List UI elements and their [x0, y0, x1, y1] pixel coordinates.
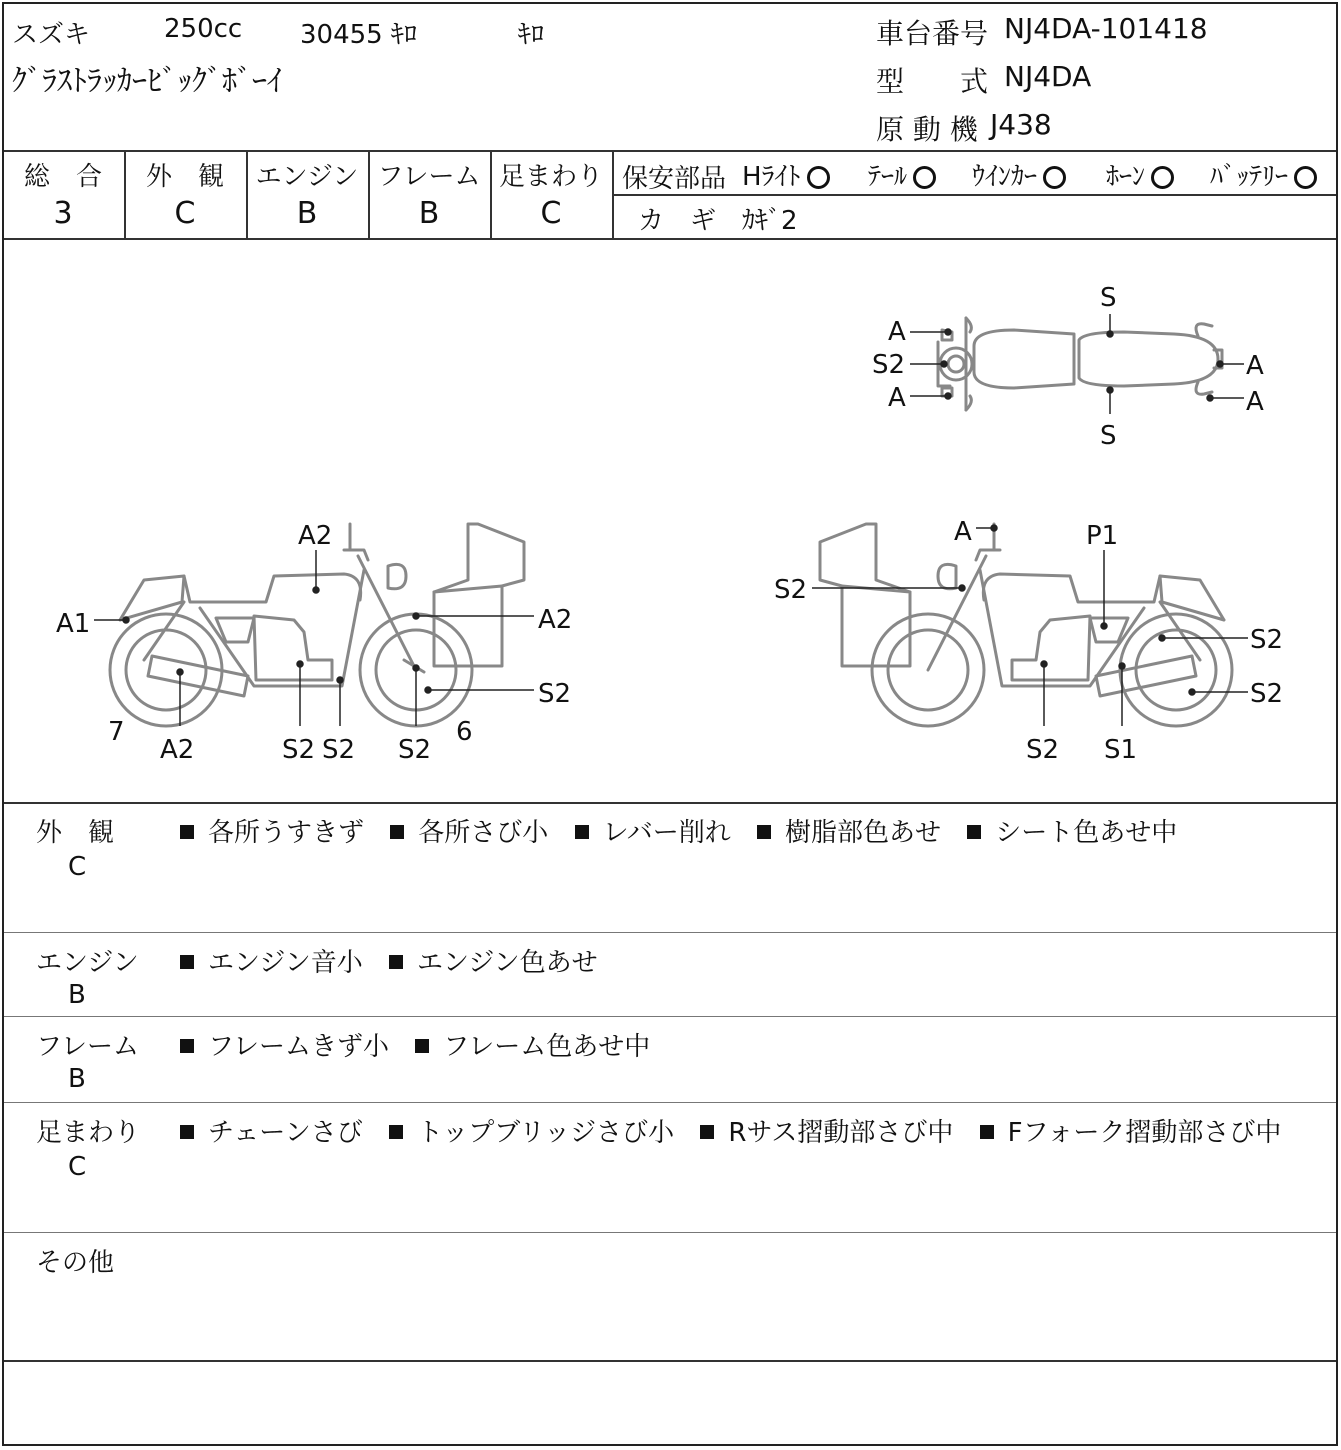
ok-circle-icon [913, 166, 936, 189]
mark-top-a2: A [888, 383, 906, 413]
mark-right-frame: S2 [774, 575, 808, 605]
engine-label: 原 動 機 [876, 113, 978, 146]
mark-right-cover: P1 [1086, 521, 1119, 551]
note-other-category: その他 [36, 1248, 115, 1278]
mark-top-a1: A [888, 317, 906, 347]
frame-no-label: 車台番号 [876, 17, 989, 50]
safety-horn: ﾎｰﾝ [1106, 156, 1174, 193]
grade-exterior-value: C [174, 196, 196, 231]
grade-overall-label: 総 合 [23, 162, 102, 192]
mark-left-muffler: A2 [160, 735, 195, 765]
note-frame-grade: B [68, 1064, 86, 1094]
bullet-icon [389, 1125, 403, 1139]
right-view-bike [820, 524, 1232, 726]
safety-winker: ｳｲﾝｶｰ [972, 156, 1066, 193]
mark-top-s3: S [1100, 421, 1117, 451]
note-engine-category: エンジン [36, 948, 139, 978]
note-frame-category: フレーム [36, 1032, 139, 1062]
mark-top-a3: A [1246, 351, 1264, 381]
ok-circle-icon [1294, 166, 1317, 189]
ok-circle-icon [1151, 166, 1174, 189]
mark-right-engine: S2 [1026, 735, 1060, 765]
grade-engine-value: B [296, 196, 318, 231]
safety-tail: ﾃｰﾙ [868, 156, 936, 193]
bullet-icon [180, 955, 194, 969]
bullet-icon [390, 825, 404, 839]
bullet-icon [415, 1039, 429, 1053]
mark-top-a4: A [1246, 387, 1264, 417]
mark-left-fork: S2 [398, 735, 432, 765]
grade-overall-value: 3 [53, 196, 73, 231]
type-label: 型 式 [876, 65, 989, 98]
safety-headlight: Hﾗｲﾄ [742, 156, 830, 193]
safety-label: 保安部品 [622, 164, 727, 194]
note-engine-grade: B [68, 980, 86, 1010]
ok-circle-icon [807, 166, 830, 189]
note-frame-items: フレームきず小 フレーム色あせ中 [162, 1026, 650, 1063]
divider [4, 150, 1336, 152]
divider [612, 194, 1336, 196]
note-engine-items: エンジン音小 エンジン色あせ [162, 942, 598, 979]
mark-left-tank: A2 [298, 521, 333, 551]
maker: スズキ [12, 20, 91, 50]
mileage: 30455 ｷﾛ [300, 20, 417, 50]
grade-frame-value: B [418, 196, 440, 231]
model-name: ｸﾞﾗｽﾄﾗｯｶｰﾋﾞｯｸﾞﾎﾞｰｲ [12, 64, 282, 99]
displacement: 250cc [164, 14, 243, 44]
bullet-icon [757, 825, 771, 839]
inspection-sheet [2, 2, 1338, 1446]
bullet-icon [180, 825, 194, 839]
divider [4, 802, 1336, 804]
grade-exterior-label: 外 観 [145, 162, 224, 192]
bullet-icon [967, 825, 981, 839]
grade-suspension-value: C [540, 196, 562, 231]
mark-top-s1: S [1100, 283, 1117, 313]
mark-left-front-tire: 6 [456, 717, 473, 747]
bullet-icon [180, 1039, 194, 1053]
top-view-bike [938, 318, 1222, 410]
bullet-icon [180, 1125, 194, 1139]
ok-circle-icon [1043, 166, 1066, 189]
note-exterior-items: 各所うすきず 各所さび小 レバー削れ 樹脂部色あせ シート色あせ中 [162, 812, 1177, 849]
mark-left-bag: A2 [538, 605, 573, 635]
note-exterior-category: 外 観 [36, 818, 115, 848]
mark-right-swingarm: S1 [1104, 735, 1138, 765]
divider [4, 932, 1336, 933]
divider [4, 1016, 1336, 1017]
mark-left-exhaust: S2 [322, 735, 356, 765]
mark-top-s2: S2 [872, 350, 906, 380]
key-value: ｶｷﾞ2 [742, 206, 798, 236]
mark-right-shock: S2 [1250, 625, 1284, 655]
mark-left-wheel: S2 [538, 679, 572, 709]
bullet-icon [575, 825, 589, 839]
bullet-icon [389, 955, 403, 969]
mark-left-fender: A1 [56, 609, 91, 639]
grade-frame-label: フレーム [377, 162, 481, 192]
left-view-bike [110, 524, 524, 726]
mark-left-rear-tire: 7 [108, 717, 125, 747]
bullet-icon [980, 1125, 994, 1139]
frame-no: NJ4DA-101418 [1004, 12, 1208, 45]
safety-battery: ﾊﾞｯﾃﾘｰ [1210, 156, 1317, 193]
note-exterior-grade: C [68, 852, 87, 882]
divider [4, 1102, 1336, 1103]
note-suspension-items: チェーンさび トップブリッジさび小 Rサス摺動部さび中 Fフォーク摺動部さび中 [162, 1112, 1281, 1149]
note-suspension-grade: C [68, 1152, 87, 1182]
type-value: NJ4DA [1004, 60, 1092, 93]
bullet-icon [700, 1125, 714, 1139]
note-suspension-category: 足まわり [36, 1118, 141, 1148]
mark-right-wheel: S2 [1250, 679, 1284, 709]
grade-engine-label: エンジン [255, 162, 359, 192]
engine-value: J438 [990, 108, 1052, 141]
divider [4, 1360, 1336, 1362]
key-label: カ ギ [638, 206, 717, 236]
grade-suspension-label: 足まわり [498, 162, 603, 192]
mark-left-engine: S2 [282, 735, 316, 765]
damage-diagram [4, 240, 1336, 806]
divider [4, 1232, 1336, 1233]
mileage-unit-note: ｷﾛ [518, 20, 545, 50]
mark-right-lever: A [954, 517, 972, 547]
